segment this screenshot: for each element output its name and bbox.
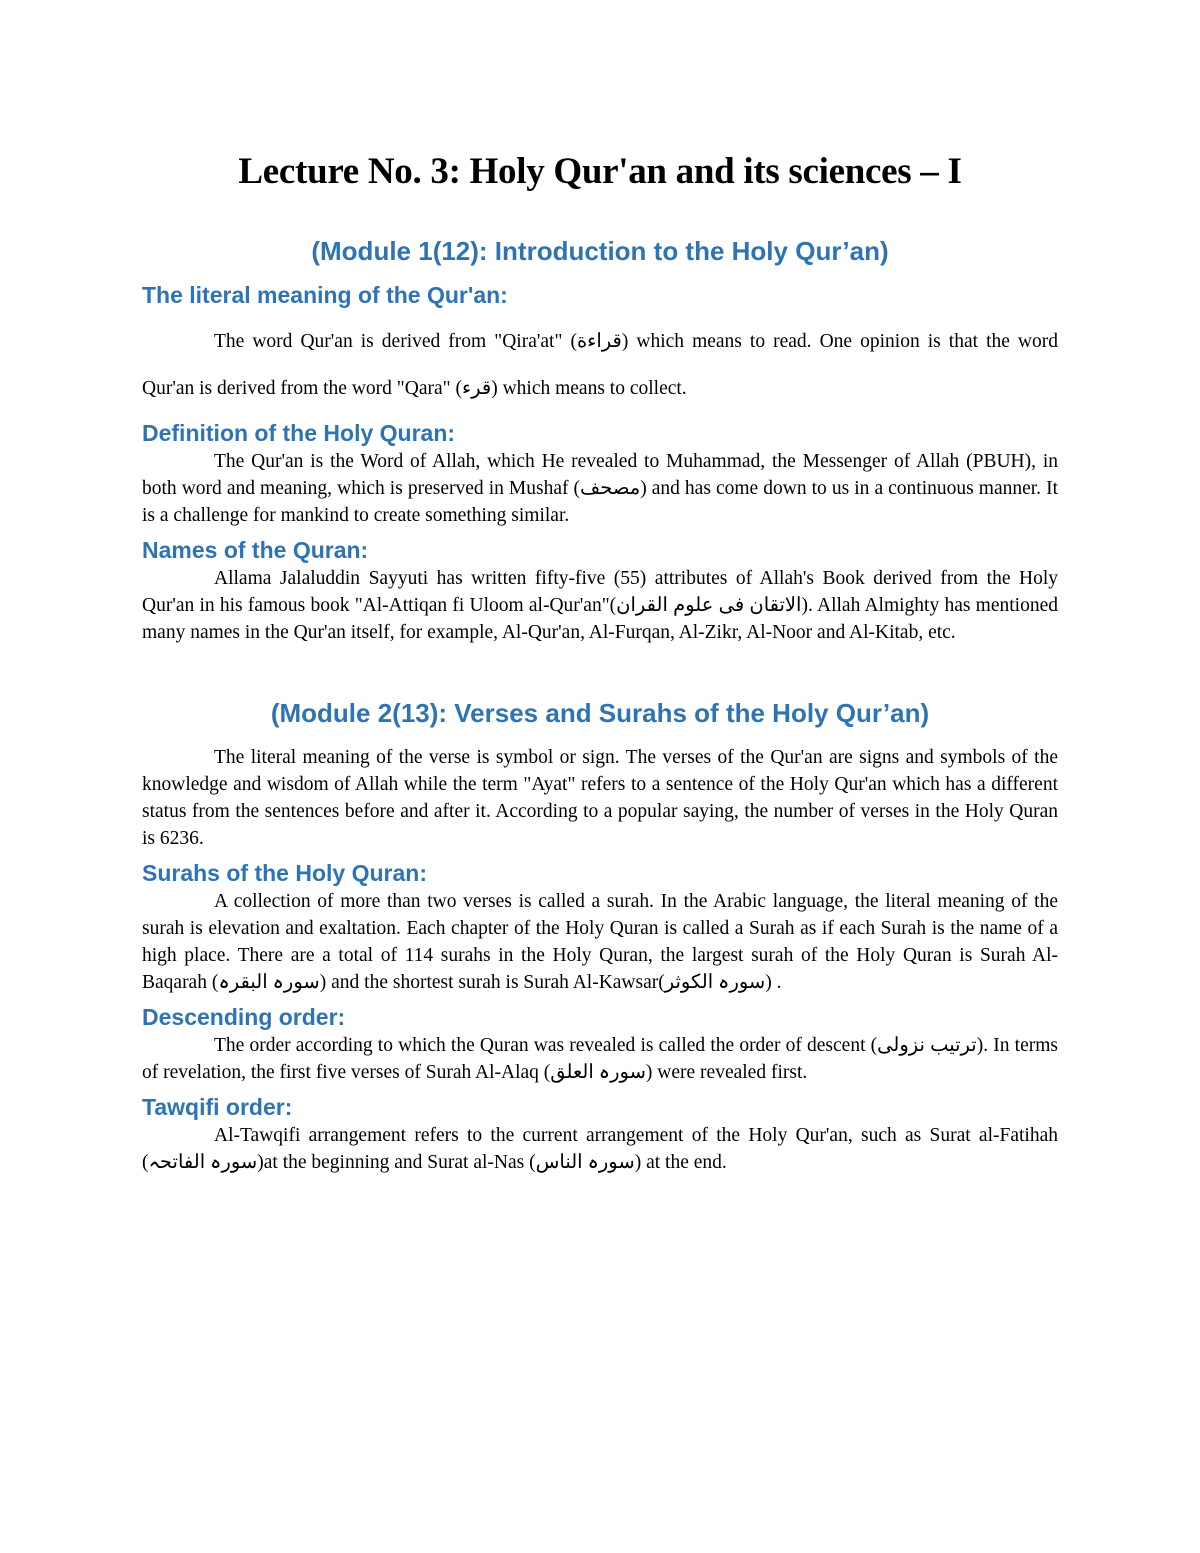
paragraph-surahs: A collection of more than two verses is called a surah. In the Arabic language, the literal meaning of the surah is elevation and exaltation. Each chapter of the Holy Quran is called a Surah as if each Surah is the name of a high place. There are a total of 114 surahs in the Holy Quran, the largest surah of the Holy Quran is Surah Al-Baqarah (سورہ البقرہ) and the shortest surah is Surah Al-Kawsar(سورہ الکوثر) . xyxy=(142,891,1058,993)
paragraph-descending-order: The order according to which the Quran was revealed is called the order of descent (ترتیب نزولی). In terms of revelation, the first five verses of Surah Al-Alaq (سورہ العلق) were revealed first. xyxy=(142,1035,1058,1083)
section-heading-definition: Definition of the Holy Quran: xyxy=(142,420,456,446)
paragraph-definition: The Qur'an is the Word of Allah, which He revealed to Muhammad, the Messenger of Allah (PBUH), in both word and meaning, which is preserved in Mushaf (مصحف) and has come down to us in a continuous manner. It is a challenge for mankind to create something similar. xyxy=(142,451,1059,526)
document-page xyxy=(142,150,1058,1176)
section-heading-names: Names of the Quran: xyxy=(142,537,369,563)
section-heading-tawqifi-order: Tawqifi order: xyxy=(142,1094,293,1120)
paragraph-names: Allama Jalaluddin Sayyuti has written fifty-five (55) attributes of Allah's Book derived from the Holy Qur'an in his famous book "Al-Attiqan fi Uloom al-Qur'an"(الاتقان فی علوم القران). Allah Almighty has mentioned many names in the Qur'an itself, for example, Al-Qur'an, Al-Furqan, Al-Zikr, Al-Noor and Al-Kitab, etc. xyxy=(142,568,1058,643)
section-heading-surahs: Surahs of the Holy Quran: xyxy=(142,860,427,886)
lecture-title: Lecture No. 3: Holy Qur'an and its sciences – I xyxy=(238,151,962,192)
section-heading-descending-order: Descending order: xyxy=(142,1004,346,1030)
paragraph-verses-intro: The literal meaning of the verse is symbol or sign. The verses of the Qur'an are signs and symbols of the knowledge and wisdom of Allah while the term "Ayat" refers to a sentence of the Holy Qur'an which has a different status from the sentences before and after it. According to a popular saying, the number of verses in the Holy Quran is 6236. xyxy=(142,747,1058,849)
paragraph-tawqifi-order: Al-Tawqifi arrangement refers to the current arrangement of the Holy Qur'an, such as Surat al-Fatihah (سورہ الفاتحہ)at the beginning and Surat al-Nas (سورہ الناس) at the end. xyxy=(142,1125,1058,1173)
module-2-heading: (Module 2(13): Verses and Surahs of the Holy Qur’an) xyxy=(270,698,930,728)
section-heading-literal-meaning: The literal meaning of the Qur'an: xyxy=(142,282,508,308)
paragraph-literal-meaning: The word Qur'an is derived from "Qira'at" (قراءة) which means to read. One opinion is that the word Qur'an is derived from the word "Qara" (قرء) which means to collect. xyxy=(142,331,1059,399)
module-1-heading: (Module 1(12): Introduction to the Holy Qur’an) xyxy=(311,236,889,266)
